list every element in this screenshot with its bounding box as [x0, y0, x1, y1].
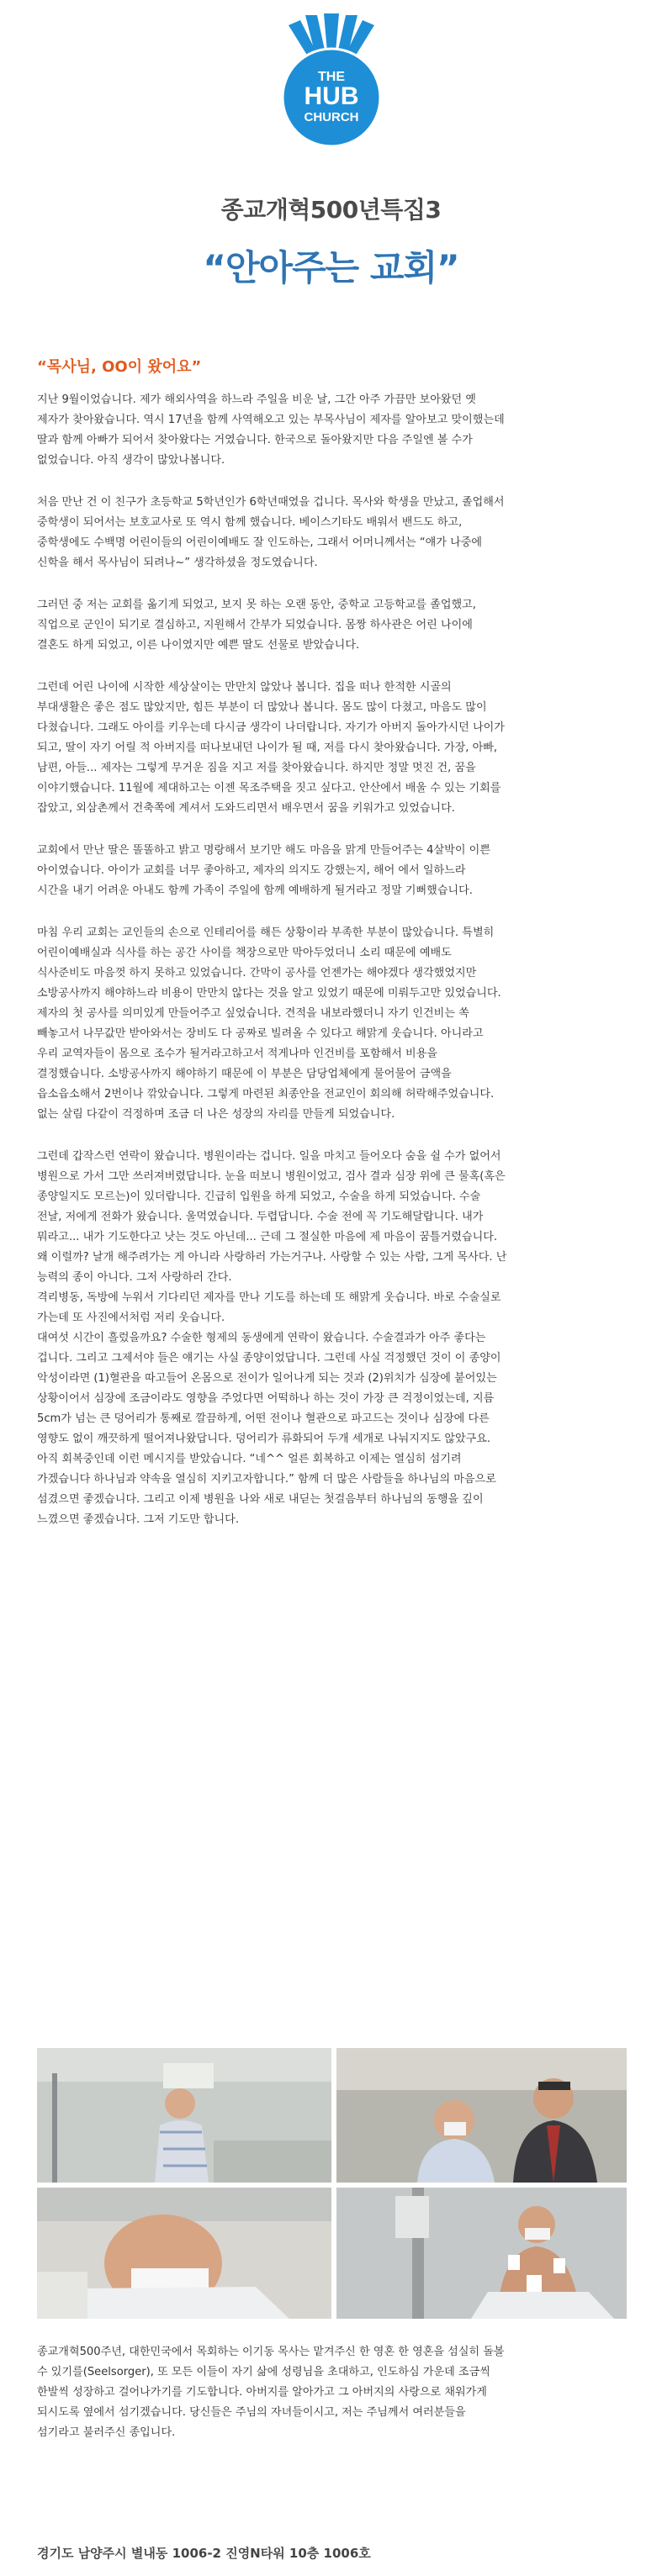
article-body — [37, 390, 628, 1530]
opening-quote: “목사님, OO이 왔어요” — [37, 358, 202, 376]
photo-patient-after-surgery — [336, 2188, 627, 2319]
photo-pastor-with-patient — [336, 2048, 627, 2183]
article-paragraph: 그러던 중 저는 교회를 옮기게 되었고, 보지 못 하는 오랜 동안, 중학교 고등학교를 졸업했고, 직업으로 군인이 되기로 결심하고, 지원해서 간부가 되었습니다. 몸짱 하사관은 어린 나이에 결혼도 하게 되었고, 이른 나이였지만 예쁜 딸도 선물로 받았습니다. — [37, 599, 476, 652]
article-paragraph: 교회에서 만난 딸은 똘똘하고 밝고 명랑해서 보기만 해도 마음을 맑게 만들어주는 4살박이 이쁜 아이였습니다. 아이가 교회를 너무 좋아하고, 제자의 의지도 강했는지, 해어 에서 일하느라 시간을 내기 어려운 아내도 함께 가족이 주일에 함께 예배하게 될거라고 정말 기뻐했습니다. — [37, 844, 490, 897]
logo-line-1: THE — [317, 70, 345, 84]
logo-line-2: HUB — [304, 82, 358, 110]
article-paragraph: 마침 우리 교회는 교인들의 손으로 인테리어를 해든 상황이라 부족한 부분이 많았습니다. 특별히 어린이예배실과 식사를 하는 공간 사이를 책장으로만 막아두었더니 소리 때문에 예배도 식사준비도 마음껏 하지 못하고 있었습니다. 간막이 공사를 언젠가는 해야겠다 생각했었지만 소방공사까지 해야하느라 비용이 만만치 않다는 것을 알고 있었기 때문에 미뤄두고만 있었습니다. 제자의 첫 공사를 의미있게 만들어주고 싶었습니다. 견적을 내보라했더니 자기 인건비는 쏙 빼놓고서 나무값만 받아와서는 장비도 다 공짜로 빌려올 수 있다고 해맑게 웃습니다. 아니라고 우리 교역자들이 몸으로 조수가 될거라고하고서 적게나마 인건비를 포함해서 비용을 결정했습니다. 소방공사까지 해야하기 때문에 이 부분은 담당업체에게 물어물어 금액을 읍소읍소해서 2번이나 깎았습니다. 그렇게 마련된 최종안을 전교인이 회의해 허락해주었습니다. 없는 살림 다같이 걱정하며 조금 더 나은 성장의 자리를 만들게 되었습니다. — [37, 926, 501, 1121]
closing-paragraph: 종교개혁500주년, 대한민국에서 목회하는 이기동 목사는 맡겨주신 한 영혼 한 영혼을 섬실히 돌볼 수 있기를(Seelsorger), 또 모든 이들이 자기 삶에 성령님을 초대하고, 인도하심 가운데 조금씩 한발씩 성장하고 걸어나가기를 기도합니다. 아버지를 알아가고 그 아버지의 사랑으로 채워가게 되시도록 옆에서 섬기겠습니다. 당신들은 주님의 자녀들이시고, 저는 주님께서 여러분들을 섬기라고 불러주신 종입니다. — [37, 2346, 505, 2439]
hospital-photo-grid — [37, 2048, 627, 2319]
logo-line-3: CHURCH — [304, 110, 358, 124]
article-paragraph: 지난 9월이었습니다. 제가 해외사역을 하느라 주일을 비운 날, 그간 아주 가끔만 보아왔던 옛 제자가 찾아왔습니다. 역시 17년을 함께 사역해오고 있는 부목사님이 제자를 알아보고 맞이했는데 딸과 함께 아빠가 되어서 찾아왔다는 거였습니다. 한국으로 돌아왔지만 다음 주일엔 볼 수가 없었습니다. 아직 생각이 많았나봅니다. — [37, 393, 505, 467]
logo-area — [0, 13, 662, 150]
photo-patient-in-bed — [37, 2188, 331, 2319]
article-paragraph: 그런데 어린 나이에 시작한 세상살이는 만만치 않았나 봅니다. 집을 떠나 한적한 시골의 부대생활은 좋은 점도 많았지만, 힘든 부분이 더 많았나 봅니다. 몸도 많이 다쳤고, 마음도 많이 다쳤습니다. 그래도 아이를 키우는데 다시금 생각이 나더랍니다. 자기가 아버지 돌아가시던 나이가 되고, 딸이 자기 어릴 적 아버지를 떠나보내던 나이가 될 때, 저를 다시 찾아왔습니다. 가장, 아빠, 남편, 아들... 제자는 그렇게 무거운 짐을 지고 저를 찾아왔습니다. 하지만 정말 멋진 건, 꿈을 이야기했습니다. 11월에 제대하고는 이젠 목조주택을 짓고 싶다고. 안산에서 배울 수 있는 기회를 잡았고, 외삼촌께서 건축쪽에 계셔서 도와드리면서 배우면서 꿈을 키워가고 있었습니다. — [37, 681, 505, 815]
church-address: 경기도 남양주시 별내동 1006-2 진영N타워 10층 1006호 — [37, 2546, 371, 2561]
photo-patient-seated — [37, 2048, 331, 2183]
page-title: “안아주는 교회” — [203, 247, 459, 288]
the-hub-church-logo — [268, 13, 395, 148]
article-paragraph: 처음 만난 건 이 친구가 초등학교 5학년인가 6학년때였을 겁니다. 목사와 학생을 만났고, 졸업해서 중학생이 되어서는 보호교사로 또 역시 함께 했습니다. 베이스기타도 배워서 밴드도 하고, 중학생에도 수백명 어린이들의 어린이예배도 잘 인도하는, 그래서 어머니께서는 “얘가 나중에 신학을 해서 목사님이 되려나~” 생각하셨을 정도였습니다. — [37, 496, 505, 569]
article-paragraph: 그런데 갑작스런 연락이 왔습니다. 병원이라는 겁니다. 일을 마치고 들어오다 숨을 쉴 수가 없어서 병원으로 가서 그만 쓰러져버렸답니다. 눈을 떠보니 병원이었고, 검사 결과 심장 위에 큰 물혹(혹은 종양일지도 모르는)이 있더랍니다. 긴급히 입원을 하게 되었고, 수술을 하게 되었습니다. 수술 전날, 저에게 전화가 왔습니다. 울먹였습니다. 두렵답니다. 수술 전에 꼭 기도해달랍니다. 내가 뭐라고... 내가 기도한다고 낫는 것도 아닌데... 근데 그 절실한 마음에 제 마음이 꿈틀거렸습니다. 왜 이럴까? 날개 해주려가는 게 아니라 사랑하러 가는거구나. 사랑할 수 있는 사람, 그게 목사다. 난 능력의 종이 아니다. 그저 사랑하러 간다. 격리병동, 독방에 누워서 기다리던 제자를 만나 기도를 하는데 또 해맑게 웃습니다. 바로 수술실로 가는데 또 사진에서처럼 저리 웃습니다. 대여섯 시간이 흘렀을까요? 수술한 형제의 동생에게 연락이 왔습니다. 수술결과가 아주 좋다는 겁니다. 그리고 그제서야 들은 얘기는 사실 종양이었답니다. 그런데 사실 걱정했던 것이 이 종양이 악성이라면 (1)혈관을 따고들어 온몸으로 전이가 일어나게 되는 것과 (2)위치가 심장에 붙어있는 상황이어서 심장에 조금이라도 영향을 주었다면 어떡하나 하는 것이 가장 큰 걱정이었는데, 지름 5cm가 넘는 큰 덩어리가 통째로 깔끔하게, 어떤 전이나 혈관으로 파고드는 것이나 심장에 다른 영향도 없이 깨끗하게 떨어져나왔답니다. 덩어리가 류화되어 두개 세개로 나눠지지도 않았구요. 아직 회복중인데 이런 메시지를 받았습니다. “네^^ 얼른 회복하고 이제는 열심히 섬기려 가겠습니다 하나님과 약속을 열심히 지키고자합니다.” 함께 더 많은 사람들을 하나님의 마음으로 섬겼으면 좋겠습니다. 그리고 이제 병원을 나와 새로 내딛는 첫걸음부터 하나님의 동행을 깊이 느꼈으면 좋겠습니다. 그저 기도만 합니다. — [37, 1150, 507, 1526]
special-issue-subtitle: 종교개혁500년특집3 — [220, 196, 442, 224]
